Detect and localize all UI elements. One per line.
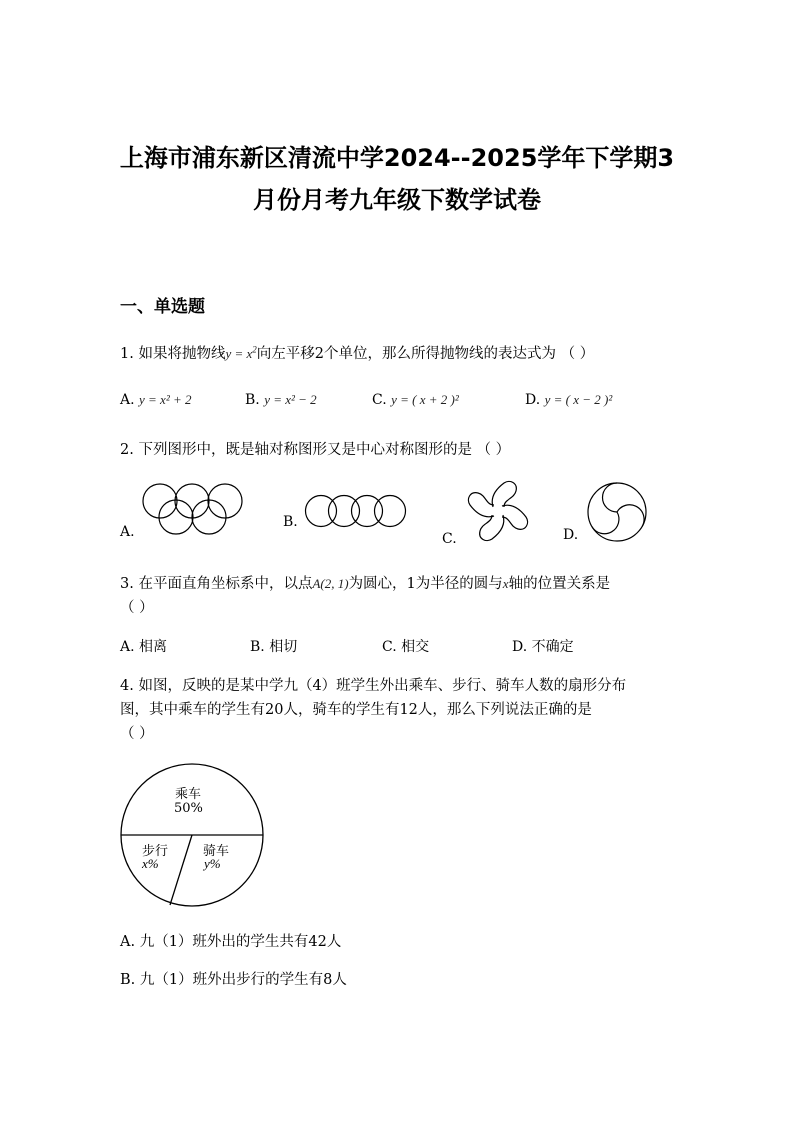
option-label: A. (120, 392, 135, 408)
option-expression: y = x² − 2 (264, 392, 317, 407)
q3-middle: 为圆心，1为半径的圆与 (348, 576, 503, 592)
option-expression: y = ( x − 2 )² (544, 392, 613, 407)
pie-radius-divider (170, 835, 192, 905)
q2-figure-a-rings[interactable] (140, 482, 250, 538)
q3-axis: x (502, 576, 509, 591)
q3-point: A(2, 1) (312, 576, 349, 591)
q3-option-c[interactable]: C. 相交 (382, 639, 430, 655)
question-1-stem (120, 342, 594, 363)
circle (352, 496, 383, 527)
q1-original-parabola: $y = x^2$ (225, 344, 257, 361)
q3-option-d[interactable]: D. 不确定 (512, 639, 574, 655)
question-2-stem: 2. 下列图形中，既是轴对称图形又是中心对称图形的是 （ ） (120, 442, 511, 458)
q3-answer-paren: （ ） (120, 600, 154, 616)
pinwheel-petal (480, 515, 504, 541)
circle (306, 496, 337, 527)
option-label: B. (245, 392, 260, 408)
q4-option-a[interactable]: A. 九（1）班外出的学生共有42人 (120, 934, 342, 950)
q1-option-a[interactable] (120, 392, 192, 408)
q2-figure-d-swirl-circle[interactable] (586, 481, 648, 543)
q2-label-d: D. (563, 527, 579, 543)
q2-label-b: B. (283, 514, 298, 530)
pinwheel-petal (468, 493, 494, 517)
q2-figure-b-circles[interactable] (304, 494, 408, 528)
pie-ride-percent: 50% (174, 801, 203, 816)
q3-option-a[interactable]: A. 相离 (120, 639, 168, 655)
pinwheel-petal (502, 505, 528, 529)
option-expression: y = x² + 2 (139, 392, 192, 407)
option-label: C. (372, 392, 387, 408)
section-heading: 一、单选题 (120, 297, 205, 317)
q1-prefix: 1. 如果将抛物线 (120, 346, 226, 362)
q4-option-b[interactable]: B. 九（1）班外出步行的学生有8人 (120, 972, 347, 988)
circle (375, 496, 406, 527)
q1-option-c[interactable] (372, 392, 459, 408)
q3-prefix: 3. 在平面直角坐标系中，以点 (120, 576, 313, 592)
q1-option-b[interactable] (245, 392, 317, 408)
question-4-answer-paren: （ ） (120, 726, 154, 742)
q2-figure-c-pinwheel[interactable] (460, 476, 536, 546)
question-4-stem-line1: 4. 如图，反映的是某中学九（4）班学生外出乘车、步行、骑车人数的扇形分布 (120, 678, 627, 694)
q3-option-b[interactable]: B. 相切 (250, 639, 298, 655)
q2-label-c: C. (442, 531, 457, 547)
pinwheel-petal (492, 481, 516, 507)
exam-title-line2: 月份月考九年级下数学试卷 (253, 186, 541, 214)
option-label: D. (525, 392, 541, 408)
q2-label-a: A. (120, 524, 135, 540)
exam-title-line1: 上海市浦东新区清流中学2024--2025学年下学期3 (119, 144, 675, 172)
q1-option-d[interactable] (525, 392, 612, 408)
question-4-stem-line2: 图，其中乘车的学生有20人，骑车的学生有12人，那么下列说法正确的是 (120, 702, 592, 718)
pie-bike-percent: y% (204, 856, 221, 871)
swirl-arc (603, 483, 618, 512)
q3-suffix: 轴的位置关系是 (508, 576, 611, 592)
pie-ride-label: 乘车 (175, 787, 202, 802)
circle (329, 496, 360, 527)
pie-walk-percent: x% (142, 856, 159, 871)
pie-bike-label: 骑车 (203, 844, 230, 859)
pie-walk-label: 步行 (142, 844, 169, 859)
question-3-stem (120, 572, 610, 593)
q1-suffix: 向左平移2个单位，那么所得抛物线的表达式为 （ ） (256, 346, 595, 362)
option-expression: y = ( x + 2 )² (391, 392, 459, 407)
swirl-arc (592, 512, 624, 539)
